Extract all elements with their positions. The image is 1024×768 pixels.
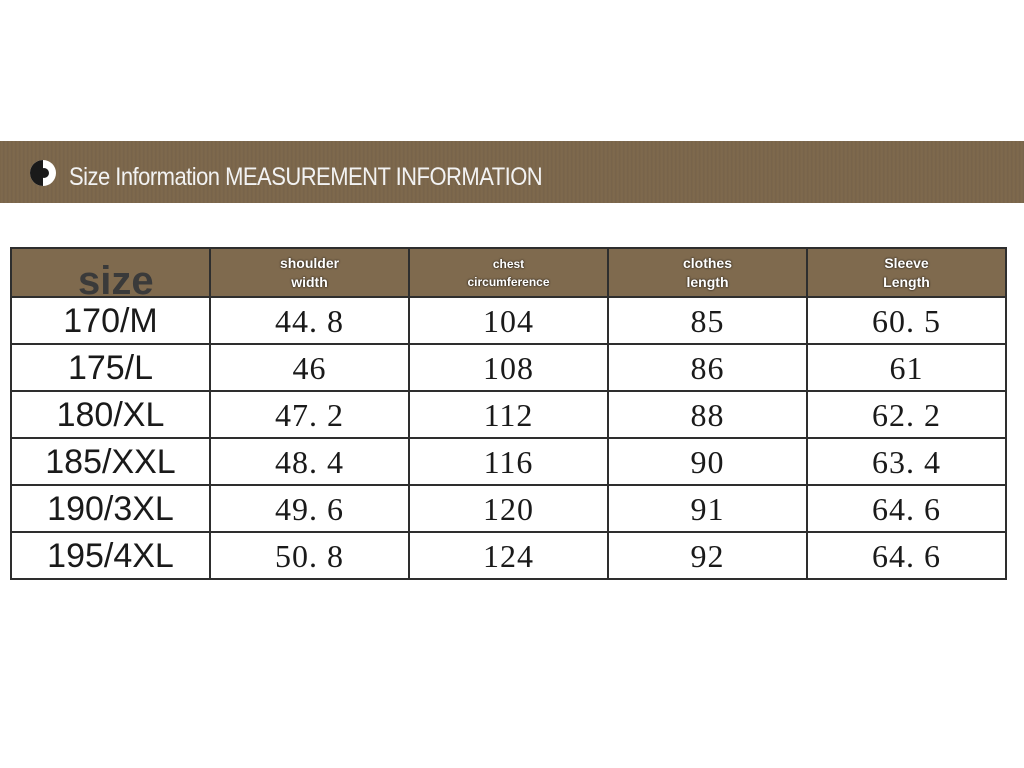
cell-shoulder-width: 49. 6 bbox=[210, 485, 409, 532]
cell-clothes-length: 91 bbox=[608, 485, 807, 532]
cell-shoulder-width: 50. 8 bbox=[210, 532, 409, 579]
cell-shoulder-width: 48. 4 bbox=[210, 438, 409, 485]
cell-sleeve-length: 61 bbox=[807, 344, 1006, 391]
cell-shoulder-width: 44. 8 bbox=[210, 297, 409, 344]
cell-size: 190/3XL bbox=[11, 485, 210, 532]
cell-size: 175/L bbox=[11, 344, 210, 391]
cell-size: 185/XXL bbox=[11, 438, 210, 485]
header-shoulder-width-label: shoulder width bbox=[279, 254, 340, 290]
cell-shoulder-width: 47. 2 bbox=[210, 391, 409, 438]
header-chest-circumference-label: chest circumference bbox=[467, 256, 550, 289]
header-clothes-length bbox=[608, 248, 807, 297]
banner-title: Size Information MEASUREMENT INFORMATION bbox=[69, 163, 543, 191]
cell-chest-circumference: 116 bbox=[409, 438, 608, 485]
size-table bbox=[10, 247, 1007, 580]
table-row bbox=[11, 438, 1006, 485]
cell-size: 170/M bbox=[11, 297, 210, 344]
cell-clothes-length: 86 bbox=[608, 344, 807, 391]
cell-sleeve-length: 63. 4 bbox=[807, 438, 1006, 485]
table-header-row bbox=[11, 248, 1006, 297]
cell-sleeve-length: 64. 6 bbox=[807, 532, 1006, 579]
cell-chest-circumference: 112 bbox=[409, 391, 608, 438]
cell-size: 195/4XL bbox=[11, 532, 210, 579]
header-size bbox=[11, 248, 210, 297]
cell-clothes-length: 85 bbox=[608, 297, 807, 344]
table-row bbox=[11, 391, 1006, 438]
half-circle-icon bbox=[28, 158, 58, 188]
cell-sleeve-length: 64. 6 bbox=[807, 485, 1006, 532]
cell-chest-circumference: 104 bbox=[409, 297, 608, 344]
cell-clothes-length: 92 bbox=[608, 532, 807, 579]
header-sleeve-length bbox=[807, 248, 1006, 297]
cell-size: 180/XL bbox=[11, 391, 210, 438]
cell-shoulder-width: 46 bbox=[210, 344, 409, 391]
cell-sleeve-length: 60. 5 bbox=[807, 297, 1006, 344]
section-banner bbox=[0, 141, 1024, 203]
table-row bbox=[11, 532, 1006, 579]
cell-clothes-length: 90 bbox=[608, 438, 807, 485]
header-sleeve-length-label: Sleeve Length bbox=[883, 254, 930, 290]
header-clothes-length-label: clothes length bbox=[682, 254, 732, 290]
table-row bbox=[11, 297, 1006, 344]
cell-chest-circumference: 108 bbox=[409, 344, 608, 391]
table-row bbox=[11, 344, 1006, 391]
header-chest-circumference bbox=[409, 248, 608, 297]
cell-sleeve-length: 62. 2 bbox=[807, 391, 1006, 438]
table-row bbox=[11, 485, 1006, 532]
header-shoulder-width bbox=[210, 248, 409, 297]
cell-clothes-length: 88 bbox=[608, 391, 807, 438]
cell-chest-circumference: 124 bbox=[409, 532, 608, 579]
header-size-label: size bbox=[78, 259, 154, 297]
cell-chest-circumference: 120 bbox=[409, 485, 608, 532]
